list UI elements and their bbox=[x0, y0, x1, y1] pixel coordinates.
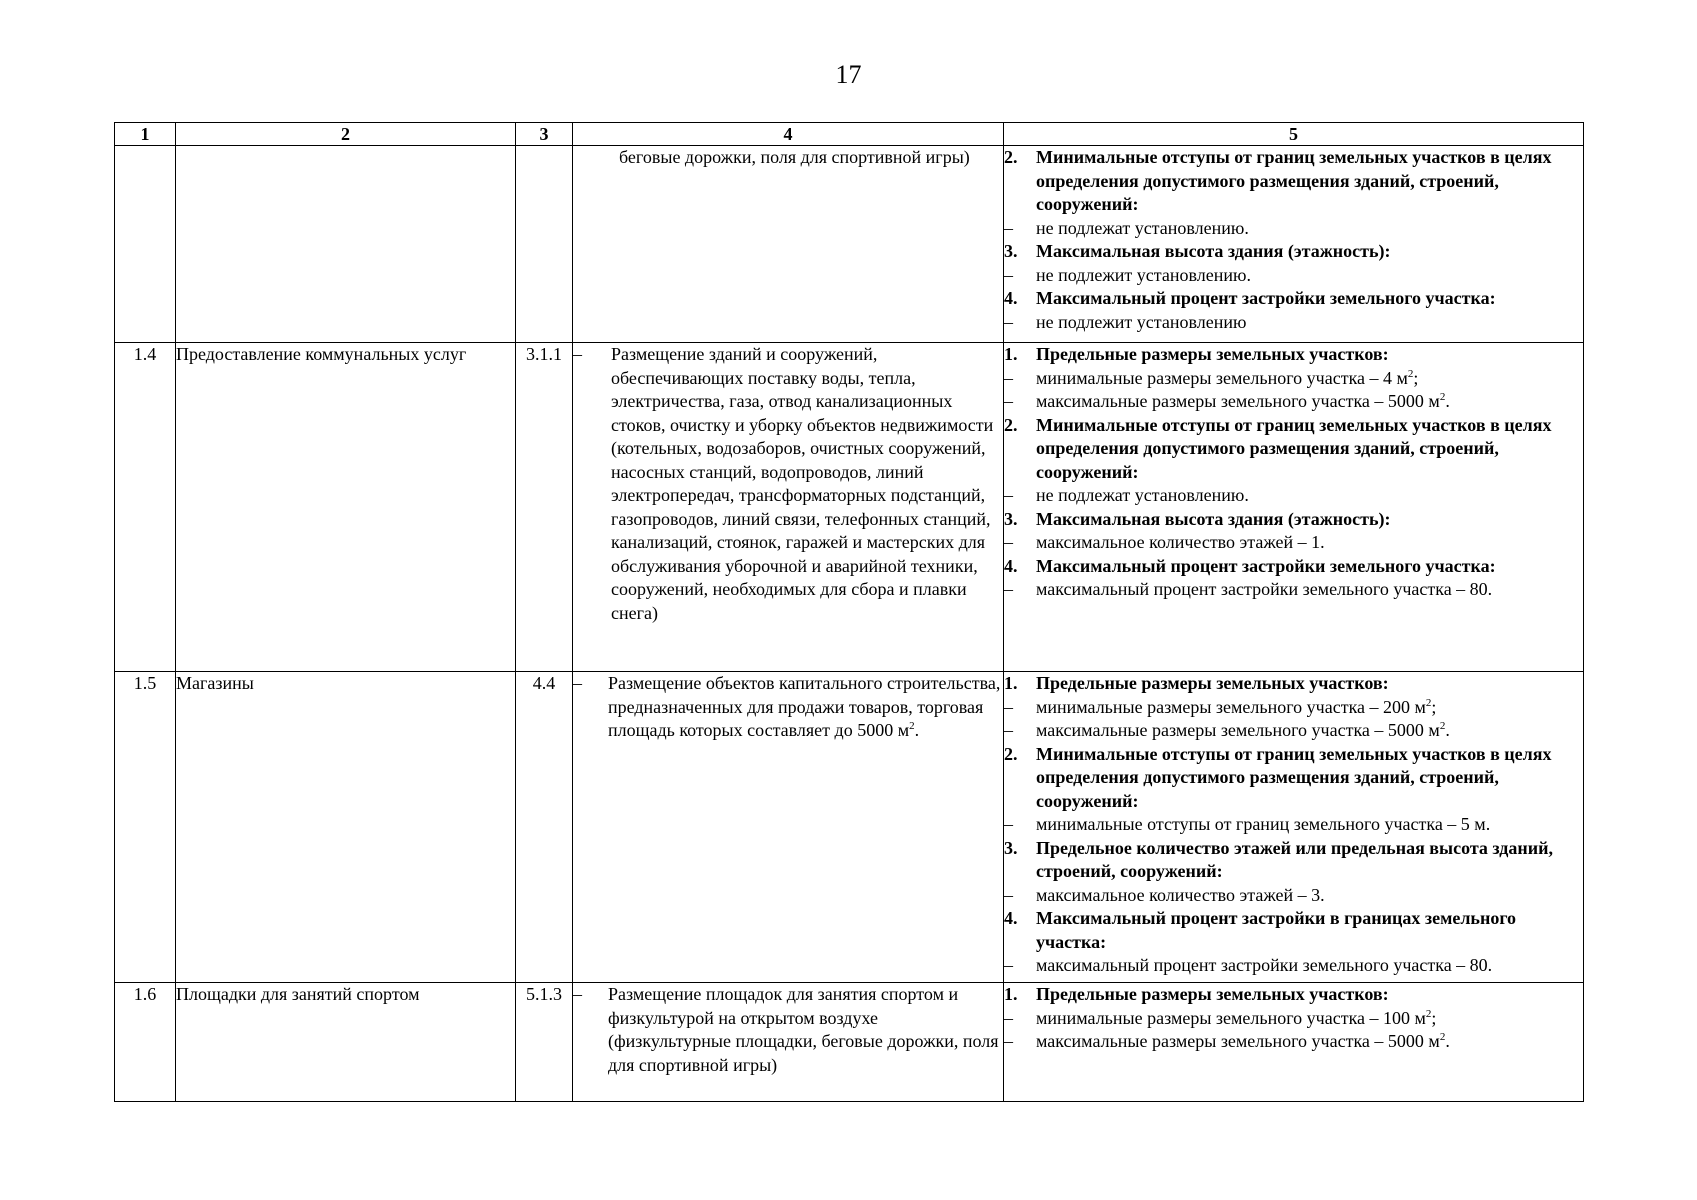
param-heading: 2. Минимальные отступы от границ земельных участков в целях определения допустимого размещения зданий, строений, сооружений: bbox=[1004, 147, 1552, 214]
param-value: – минимальные размеры земельного участка – 200 $м^2$; bbox=[1004, 696, 1437, 717]
param-value: – минимальные размеры земельного участка – 4 $м^2$; bbox=[1004, 367, 1419, 388]
param-heading: 3. Максимальная высота здания (этажность): bbox=[1004, 241, 1391, 261]
param-value: – максимальный процент застройки земельного участка – 80. bbox=[1004, 955, 1493, 975]
parameters-cell bbox=[1004, 343, 1584, 672]
parameters-cell bbox=[1004, 983, 1584, 1102]
parameters-cell bbox=[1004, 146, 1584, 343]
use-type-description bbox=[573, 146, 1004, 343]
param-value: – максимальное количество этажей – 1. bbox=[1004, 532, 1325, 552]
use-type-name bbox=[176, 146, 516, 343]
param-value: – не подлежат установлению. bbox=[1004, 217, 1249, 238]
param-heading: 1. Предельные размеры земельных участков: bbox=[1004, 673, 1389, 693]
param-heading: 4. Максимальный процент застройки земельного участка: bbox=[1004, 555, 1496, 576]
use-type-description: – Размещение объектов капитального строительства, предназначенных для продажи товаров, торговая площадь которых составляет до 5000 $м^2$. bbox=[573, 672, 1004, 983]
land-use-regulations-table bbox=[114, 122, 1584, 1102]
column-header-3: 3 bbox=[516, 123, 573, 146]
param-heading: 2. Минимальные отступы от границ земельных участков в целях определения допустимого размещения зданий, строений, сооружений: bbox=[1004, 414, 1552, 482]
dash-marker: – bbox=[573, 984, 582, 1004]
use-type-description bbox=[573, 983, 1004, 1102]
param-heading: 2. Минимальные отступы от границ земельных участков в целях определения допустимого размещения зданий, строений, сооружений: bbox=[1004, 743, 1552, 811]
use-type-code: 4.4 bbox=[516, 672, 573, 983]
row-number bbox=[115, 146, 176, 343]
param-value: – максимальные размеры земельного участка – 5000 $м^2$. bbox=[1004, 720, 1450, 740]
table-header-row bbox=[115, 123, 1584, 146]
param-value: – минимальные отступы от границ земельного участка – 5 м. bbox=[1004, 814, 1491, 834]
param-value: – не подлежит установлению. bbox=[1004, 264, 1251, 285]
param-heading: 3. Максимальная высота здания (этажность): bbox=[1004, 508, 1391, 529]
param-heading: 1. Предельные размеры земельных участков: bbox=[1004, 344, 1389, 364]
param-heading: 4. Максимальный процент застройки земельного участка: bbox=[1004, 288, 1496, 308]
table-row bbox=[115, 146, 1584, 343]
row-number: 1.4 bbox=[115, 343, 176, 672]
param-value: – максимальный процент застройки земельного участка – 80. bbox=[1004, 579, 1493, 599]
param-heading: 3. Предельное количество этажей или предельная высота зданий, строений, сооружений: bbox=[1004, 837, 1554, 881]
param-value: – не подлежит установлению bbox=[1004, 311, 1247, 332]
parameters-cell bbox=[1004, 672, 1584, 983]
use-type-name: Магазины bbox=[176, 672, 516, 983]
description-text: Размещение зданий и сооружений, обеспечивающих поставку воды, тепла, электричества, газа, отвод канализационных стоков, очистку и уборку объектов недвижимости (котельных, водозаборов, очистных сооружений, насосных станций, водопроводов, линий электропередач, трансформаторных подстанций, газопроводов, линий связи, телефонных станций, канализаций, стоянок, гаражей и мастерских для обслуживания уборочной и аварийной техники, сооружений, необходимых для сбора и плавки снега) bbox=[611, 344, 994, 623]
row-number: 1.6 bbox=[115, 983, 176, 1102]
column-header-1: 1 bbox=[115, 123, 176, 146]
use-type-description bbox=[573, 343, 1004, 672]
dash-marker: – bbox=[573, 673, 582, 693]
page-number: 17 bbox=[835, 60, 862, 89]
param-heading: 1. Предельные размеры земельных участков: bbox=[1004, 984, 1389, 1004]
param-value: – не подлежат установлению. bbox=[1004, 485, 1249, 505]
param-value: – максимальные размеры земельного участка – 5000 $м^2$. bbox=[1004, 391, 1450, 411]
use-type-code: 3.1.1 bbox=[516, 343, 573, 672]
description-text: беговые дорожки, поля для спортивной игры) bbox=[619, 147, 970, 167]
param-heading: 4. Максимальный процент застройки в границах земельного участка: bbox=[1004, 908, 1517, 952]
description-text: Размещение площадок для занятия спортом и физкультурой на открытом воздухе (физкультурные площадки, беговые дорожки, поля для спортивной игры) bbox=[608, 984, 999, 1075]
use-type-name: Предоставление коммунальных услуг bbox=[176, 343, 516, 672]
use-type-name: Площадки для занятий спортом bbox=[176, 983, 516, 1102]
column-header-4: 4 bbox=[573, 123, 1004, 146]
dash-marker: – bbox=[573, 344, 582, 364]
param-value: – максимальное количество этажей – 3. bbox=[1004, 884, 1325, 905]
column-header-5: 5 bbox=[1004, 123, 1584, 146]
description-text: Размещение объектов капитального строительства, предназначенных для продажи товаров, торговая площадь которых составляет до 5000 м bbox=[608, 673, 1001, 740]
param-value: – минимальные размеры земельного участка – 100 $м^2$; bbox=[1004, 1007, 1437, 1028]
table-row bbox=[115, 672, 1584, 983]
use-type-code: 5.1.3 bbox=[516, 983, 573, 1102]
table-row bbox=[115, 983, 1584, 1102]
row-number: 1.5 bbox=[115, 672, 176, 983]
use-type-code bbox=[516, 146, 573, 343]
param-value: – максимальные размеры земельного участка – 5000 $м^2$. bbox=[1004, 1031, 1450, 1051]
table-row bbox=[115, 343, 1584, 672]
column-header-2: 2 bbox=[176, 123, 516, 146]
